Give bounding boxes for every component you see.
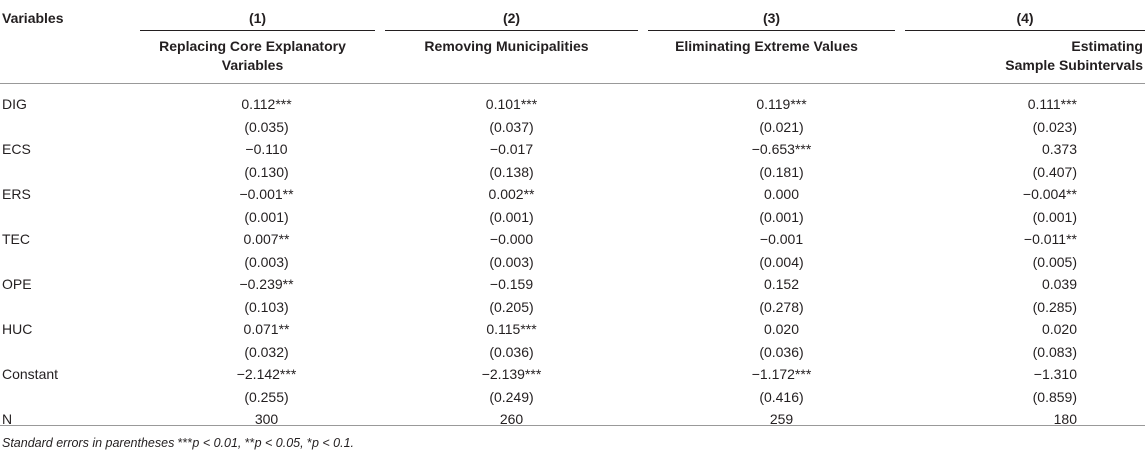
cell-col-2: (0.205) [489, 298, 534, 315]
cell-col-4: (0.023) [1032, 118, 1077, 135]
cell-col-2: (0.037) [489, 118, 534, 135]
table-row-stderr [0, 116, 1145, 139]
table-row-stderr [0, 206, 1145, 229]
cell-col-1: (0.003) [244, 253, 289, 270]
column-title-4 [895, 32, 1145, 84]
cell-col-2: (0.138) [489, 163, 534, 180]
cell-col-1: (0.103) [244, 298, 289, 315]
column-title-1-line2: Variables [221, 57, 284, 73]
cell-col-3: 259 [769, 411, 794, 427]
cell-col-4: (0.859) [1032, 388, 1077, 405]
cell-col-1: 0.007** [243, 231, 290, 247]
cell-col-3: (0.278) [759, 298, 804, 315]
column-number-1: (1) [130, 0, 375, 32]
column-number-row [0, 0, 1145, 32]
cell-col-3: (0.036) [759, 343, 804, 360]
cell-col-2: −0.017 [489, 141, 534, 157]
cell-col-1: (0.032) [244, 343, 289, 360]
cell-col-1: (0.035) [244, 118, 289, 135]
table-row-ers [0, 183, 1145, 206]
cell-col-3: (0.004) [759, 253, 804, 270]
cell-col-4: 0.111*** [1027, 96, 1077, 112]
cell-col-4: 0.020 [1041, 321, 1077, 337]
column-title-1-line1: Replacing Core Explanatory [159, 38, 346, 54]
cell-col-2: −0.000 [489, 231, 534, 247]
cell-col-1: (0.001) [244, 208, 289, 225]
cell-col-3: 0.000 [763, 186, 800, 202]
footnote-threshold-1: p < 0.01, [192, 436, 245, 450]
column-title-3 [638, 32, 895, 84]
cell-col-4: −0.011** [1023, 231, 1077, 247]
row-label: N [2, 411, 13, 427]
row-label: TEC [2, 231, 30, 247]
row-label: ECS [2, 141, 31, 157]
column-title-3-line1: Eliminating Extreme Values [675, 38, 858, 54]
cell-col-3: −0.653*** [751, 141, 812, 157]
cell-col-1: −2.142*** [236, 366, 297, 382]
column-title-2 [375, 32, 638, 84]
column-number-4: (4) [895, 0, 1145, 32]
cell-col-4: (0.005) [1032, 253, 1077, 270]
cell-col-3: −0.001 [759, 231, 804, 247]
cell-col-1: −0.239** [239, 276, 294, 292]
cell-col-4: (0.407) [1032, 163, 1077, 180]
cell-col-2: 0.002** [488, 186, 535, 202]
cell-col-2: −2.139*** [481, 366, 542, 382]
cell-col-4: −0.004** [1022, 186, 1077, 202]
header-divider [0, 84, 1145, 94]
column-title-row [0, 32, 1145, 84]
footnote-prefix: Standard errors in parentheses [2, 436, 178, 450]
table-row-stderr [0, 341, 1145, 364]
table-row-tec [0, 228, 1145, 251]
row-label [0, 251, 130, 274]
table-row-stderr [0, 251, 1145, 274]
bottom-divider [0, 425, 1145, 426]
cell-col-3: (0.416) [759, 388, 804, 405]
cell-col-1: 0.071** [243, 321, 290, 337]
column-title-4-line2: Sample Subintervals [1005, 57, 1143, 73]
cell-col-4: 180 [1053, 411, 1077, 427]
cell-col-2: (0.001) [489, 208, 534, 225]
cell-col-4: 0.373 [1041, 141, 1077, 157]
cell-col-3: (0.181) [759, 163, 804, 180]
row-label [0, 296, 130, 319]
column-title-1 [130, 32, 375, 84]
row-label: OPE [2, 276, 32, 292]
cell-col-4: (0.083) [1032, 343, 1077, 360]
table-row-stderr [0, 161, 1145, 184]
table-row-ope [0, 273, 1145, 296]
footnote-stars-2: ** [244, 436, 255, 450]
table-footnote [2, 436, 354, 450]
variables-header: Variables [2, 10, 64, 26]
footnote-stars-1: *** [177, 436, 193, 450]
cell-col-2: (0.249) [489, 388, 534, 405]
cell-col-2: (0.003) [489, 253, 534, 270]
cell-col-3: −1.172*** [751, 366, 812, 382]
cell-col-3: (0.021) [759, 118, 804, 135]
cell-col-1: 300 [254, 411, 279, 427]
column-title-2-line1: Removing Municipalities [424, 38, 589, 54]
row-label: ERS [2, 186, 31, 202]
cell-col-1: −0.110 [245, 141, 288, 157]
cell-col-4: 0.039 [1041, 276, 1077, 292]
column-number-3: (3) [638, 0, 895, 32]
cell-col-3: 0.020 [763, 321, 800, 337]
cell-col-2: 0.115*** [486, 321, 537, 337]
cell-col-1: (0.255) [244, 388, 289, 405]
cell-col-3: 0.119*** [756, 96, 807, 112]
table-row-n [0, 408, 1145, 431]
cell-col-4: −1.310 [1033, 366, 1077, 382]
table-row-ecs [0, 138, 1145, 161]
row-label [0, 386, 130, 409]
cell-col-1: (0.130) [244, 163, 289, 180]
cell-col-1: 0.112*** [241, 96, 292, 112]
column-title-4-line1: Estimating [1071, 38, 1143, 54]
row-label: HUC [2, 321, 33, 337]
table-row-huc [0, 318, 1145, 341]
footnote-threshold-2: p < 0.05, [254, 436, 308, 450]
table-row-constant [0, 363, 1145, 386]
cell-col-4: (0.001) [1032, 208, 1077, 225]
row-label: Constant [2, 366, 59, 382]
row-label [0, 116, 130, 139]
row-label [0, 206, 130, 229]
cell-col-4: (0.285) [1032, 298, 1077, 315]
row-label: DIG [2, 96, 27, 112]
cell-col-2: 0.101*** [485, 96, 538, 112]
cell-col-2: −0.159 [489, 276, 534, 292]
table-row-dig [0, 93, 1145, 116]
row-label [0, 161, 130, 184]
footnote-stars-3: * [307, 436, 312, 450]
table-body [0, 93, 1145, 431]
cell-col-2: (0.036) [489, 343, 534, 360]
row-label [0, 341, 130, 364]
footnote-threshold-3: p < 0.1. [311, 436, 355, 450]
table-row-stderr [0, 386, 1145, 409]
cell-col-2: 260 [499, 411, 524, 427]
cell-col-3: (0.001) [759, 208, 804, 225]
table-row-stderr [0, 296, 1145, 319]
cell-col-1: −0.001** [239, 186, 294, 202]
cell-col-3: 0.152 [763, 276, 800, 292]
column-number-2: (2) [375, 0, 638, 32]
